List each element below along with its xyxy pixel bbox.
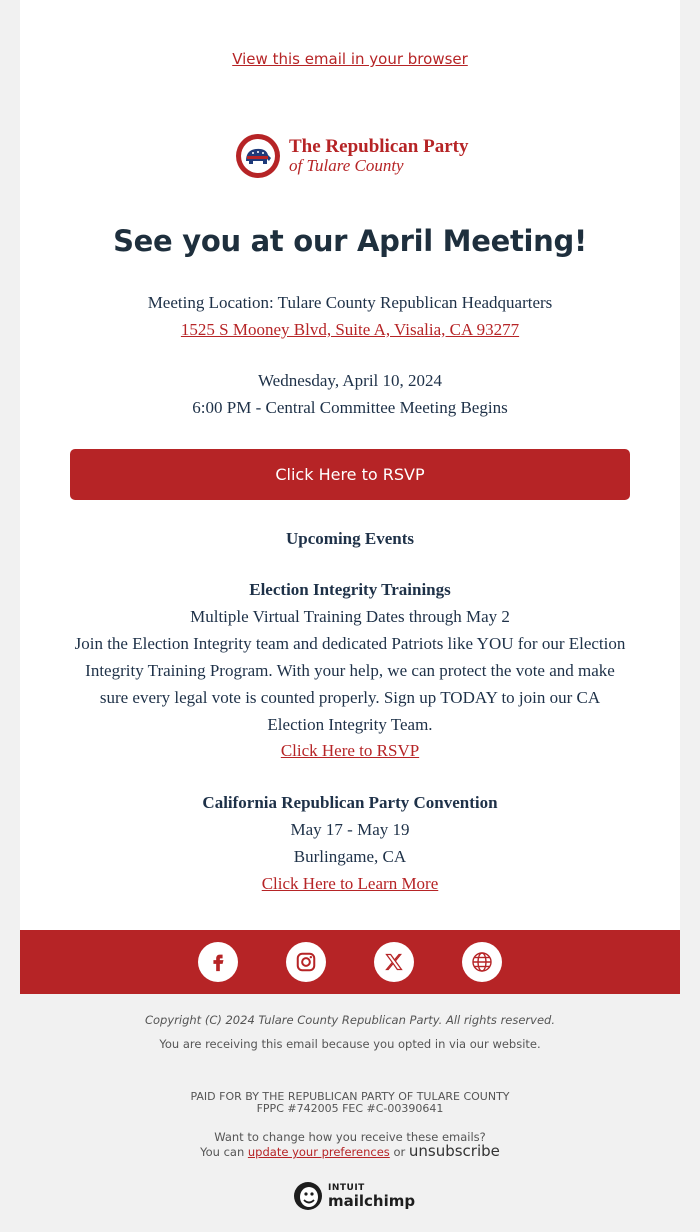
address-link[interactable]: 1525 S Mooney Blvd, Suite A, Visalia, CA 93277: [180, 320, 520, 339]
event-description: Join the Election Integrity team and dedicated Patriots like YOU for our Election Integrity Training Program. With your help, we can protect the vote and make sure every legal vote is counted properly. Sign up TODAY to join our CA Election Integrity Team.: [74, 634, 626, 734]
fppc-text: FPPC #742005 FEC #C-00390641: [256, 1102, 444, 1115]
logo-line2: of Tulare County: [289, 156, 404, 175]
x-icon[interactable]: [374, 942, 414, 982]
preferences-line: You can update your preferences or unsubscribe: [200, 1142, 500, 1160]
facebook-icon[interactable]: [198, 942, 238, 982]
event-subtitle: Multiple Virtual Training Dates through May 2: [190, 607, 510, 626]
event-title: Election Integrity Trainings: [249, 580, 451, 599]
meeting-date: Wednesday, April 10, 2024: [257, 371, 443, 390]
paid-for-text: PAID FOR BY THE REPUBLICAN PARTY OF TULARE COUNTY: [190, 1090, 510, 1103]
rsvp-button[interactable]: Click Here to RSVP: [70, 449, 630, 500]
opt-in-text: You are receiving this email because you opted in via our website.: [159, 1037, 541, 1051]
meeting-time: 6:00 PM - Central Committee Meeting Begins: [192, 398, 508, 417]
instagram-icon[interactable]: [286, 942, 326, 982]
event-dates: May 17 - May 19: [290, 820, 410, 839]
upcoming-events-heading: Upcoming Events: [286, 529, 414, 548]
view-in-browser-link[interactable]: View this email in your browser: [232, 50, 468, 68]
elephant-seal-icon: [234, 131, 280, 179]
party-logo: [234, 131, 474, 183]
event-title: California Republican Party Convention: [202, 793, 498, 812]
mailchimp-text: mailchimp: [328, 1192, 416, 1210]
event-rsvp-link[interactable]: Click Here to RSVP: [280, 741, 420, 760]
event-location: Burlingame, CA: [293, 847, 407, 866]
logo-line1: The Republican Party: [289, 136, 469, 157]
meeting-location: Meeting Location: Tulare County Republican Headquarters: [147, 293, 553, 312]
copyright-text: Copyright (C) 2024 Tulare County Republican Party. All rights reserved.: [144, 1013, 555, 1027]
intuit-text: INTUIT: [328, 1183, 365, 1193]
unsubscribe-link[interactable]: unsubscribe: [408, 1142, 500, 1160]
page-title: See you at our April Meeting!: [113, 224, 587, 258]
event-learn-more-link[interactable]: Click Here to Learn More: [261, 874, 439, 893]
change-prompt: Want to change how you receive these emails?: [214, 1130, 486, 1144]
globe-icon[interactable]: [462, 942, 502, 982]
social-footer-band: [20, 930, 680, 994]
update-preferences-link[interactable]: update your preferences: [247, 1145, 390, 1159]
mailchimp-logo: [292, 1180, 416, 1214]
freddie-icon: [292, 1180, 326, 1214]
